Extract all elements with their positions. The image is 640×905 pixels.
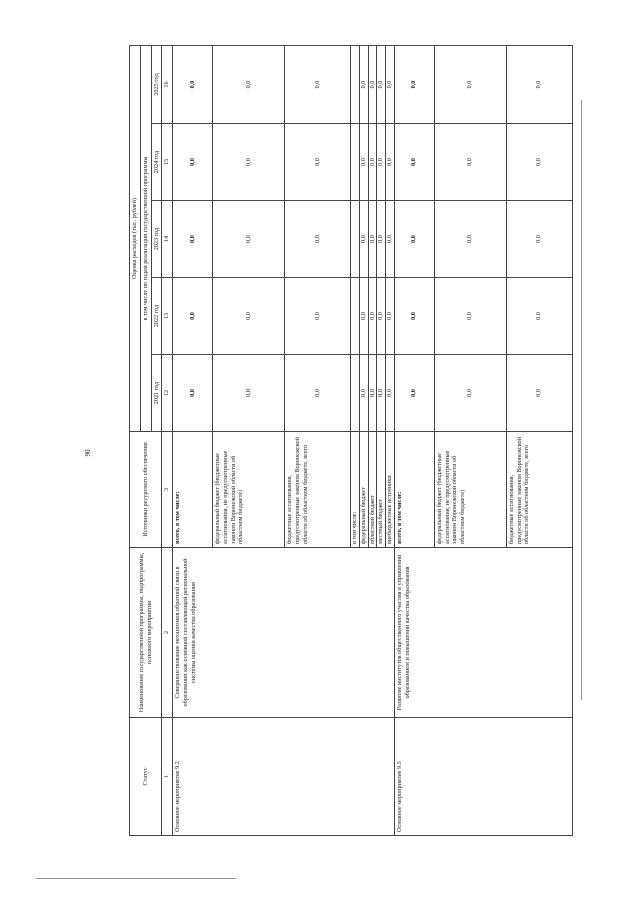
value-cell: 0,0 bbox=[359, 278, 368, 355]
header-source: Источники ресурсного обеспечения bbox=[130, 432, 162, 548]
col-number: 16 bbox=[162, 45, 173, 123]
value-cell: 0,0 bbox=[506, 201, 572, 278]
header-year: 2025 год bbox=[151, 45, 162, 123]
source-cell: местный бюджет bbox=[377, 432, 386, 548]
value-cell bbox=[351, 201, 360, 278]
value-cell: 0,0 bbox=[173, 355, 213, 432]
value-cell: 0,0 bbox=[285, 45, 351, 123]
value-cell: 0,0 bbox=[285, 355, 351, 432]
status-cell: Основное мероприятие 9.3 bbox=[394, 718, 572, 836]
value-cell bbox=[351, 124, 360, 201]
col-number: 14 bbox=[162, 201, 173, 278]
value-cell: 0,0 bbox=[386, 201, 395, 278]
value-cell bbox=[351, 45, 360, 123]
source-cell: федеральный бюджет bbox=[359, 432, 368, 548]
value-cell: 0,0 bbox=[377, 45, 386, 123]
value-cell: 0,0 bbox=[434, 124, 506, 201]
header-status: Статус bbox=[130, 718, 162, 836]
value-cell: 0,0 bbox=[359, 201, 368, 278]
source-cell: федеральный бюджет (бюджетные ассигнования, не предусмотренные законом Воронежской области об областном бюджете) bbox=[434, 432, 506, 548]
col-number: 13 bbox=[162, 278, 173, 355]
budget-table bbox=[129, 45, 573, 836]
footer-line bbox=[36, 878, 236, 879]
col-number: 12 bbox=[162, 355, 173, 432]
value-cell: 0,0 bbox=[213, 45, 285, 123]
value-cell: 0,0 bbox=[368, 355, 377, 432]
value-cell: 0,0 bbox=[434, 45, 506, 123]
value-cell: 0,0 bbox=[173, 124, 213, 201]
value-cell: 0,0 bbox=[386, 278, 395, 355]
table-row bbox=[394, 45, 434, 835]
value-cell: 0,0 bbox=[368, 201, 377, 278]
measure-name-cell: Развитие институтов общественного участия в управлении образованием и повышении качества образования bbox=[394, 548, 572, 718]
value-cell: 0,0 bbox=[359, 124, 368, 201]
value-cell: 0,0 bbox=[173, 201, 213, 278]
value-cell: 0,0 bbox=[377, 201, 386, 278]
value-cell: 0,0 bbox=[377, 355, 386, 432]
value-cell: 0,0 bbox=[285, 124, 351, 201]
value-cell: 0,0 bbox=[434, 278, 506, 355]
value-cell: 0,0 bbox=[506, 45, 572, 123]
header-name: Наименование государственной программы, подпрограммы, основного мероприятия bbox=[130, 548, 162, 718]
value-cell: 0,0 bbox=[213, 124, 285, 201]
value-cell: 0,0 bbox=[434, 355, 506, 432]
source-cell: в том числе: bbox=[351, 432, 360, 548]
value-cell: 0,0 bbox=[394, 355, 434, 432]
header-year: 2022 год bbox=[151, 278, 162, 355]
source-cell: всего, в том числе: bbox=[173, 432, 213, 548]
value-cell: 0,0 bbox=[368, 124, 377, 201]
rotated-table-container bbox=[129, 46, 571, 836]
value-cell bbox=[351, 278, 360, 355]
page-number: 90 bbox=[84, 449, 92, 457]
measure-name-cell: Совершенствование механизмов обратной связи в образовании как основной составляющей региональной системы оценки качества образования bbox=[173, 548, 395, 718]
col-number: 2 bbox=[162, 548, 173, 718]
status-cell: Основное мероприятие 9.2 bbox=[173, 718, 395, 836]
source-cell: всего, в том числе: bbox=[394, 432, 434, 548]
value-cell: 0,0 bbox=[434, 201, 506, 278]
column-number-row bbox=[162, 45, 173, 835]
value-cell: 0,0 bbox=[386, 45, 395, 123]
source-cell: федеральный бюджет (бюджетные ассигнования, не предусмотренные законом Воронежской области об областном бюджете) bbox=[213, 432, 285, 548]
value-cell: 0,0 bbox=[359, 45, 368, 123]
value-cell: 0,0 bbox=[506, 124, 572, 201]
header-year: 2023 год bbox=[151, 201, 162, 278]
value-cell: 0,0 bbox=[213, 278, 285, 355]
value-cell: 0,0 bbox=[285, 278, 351, 355]
table-body bbox=[173, 45, 573, 835]
col-number: 3 bbox=[162, 432, 173, 548]
value-cell: 0,0 bbox=[394, 201, 434, 278]
value-cell: 0,0 bbox=[377, 278, 386, 355]
value-cell: 0,0 bbox=[173, 278, 213, 355]
value-cell: 0,0 bbox=[285, 201, 351, 278]
source-cell: бюджетные ассигнования, предусмотренные законом Воронежской области об областном бюджете, всего bbox=[506, 432, 572, 548]
value-cell: 0,0 bbox=[377, 124, 386, 201]
value-cell: 0,0 bbox=[213, 201, 285, 278]
table-row bbox=[173, 45, 213, 835]
value-cell: 0,0 bbox=[506, 355, 572, 432]
value-cell: 0,0 bbox=[359, 355, 368, 432]
col-number: 1 bbox=[162, 718, 173, 836]
header-by-years: в том числе по годам реализации государственной программы bbox=[140, 45, 151, 431]
value-cell: 0,0 bbox=[394, 45, 434, 123]
value-cell: 0,0 bbox=[368, 278, 377, 355]
source-cell: областной бюджет bbox=[368, 432, 377, 548]
source-cell: внебюджетные источники bbox=[386, 432, 395, 548]
value-cell: 0,0 bbox=[394, 124, 434, 201]
value-cell: 0,0 bbox=[173, 45, 213, 123]
value-cell: 0,0 bbox=[368, 45, 377, 123]
value-cell: 0,0 bbox=[386, 124, 395, 201]
value-cell: 0,0 bbox=[394, 278, 434, 355]
margin-line bbox=[581, 100, 582, 700]
header-year: 2024 год bbox=[151, 124, 162, 201]
value-cell: 0,0 bbox=[386, 355, 395, 432]
source-cell: бюджетные ассигнования, предусмотренные законом Воронежской области об областном бюджете, всего bbox=[285, 432, 351, 548]
header-estimate: Оценка расходов (тыс. рублей) bbox=[130, 45, 141, 431]
value-cell: 0,0 bbox=[213, 355, 285, 432]
col-number: 15 bbox=[162, 124, 173, 201]
value-cell bbox=[351, 355, 360, 432]
header-year: 2021 год bbox=[151, 355, 162, 432]
value-cell: 0,0 bbox=[506, 278, 572, 355]
